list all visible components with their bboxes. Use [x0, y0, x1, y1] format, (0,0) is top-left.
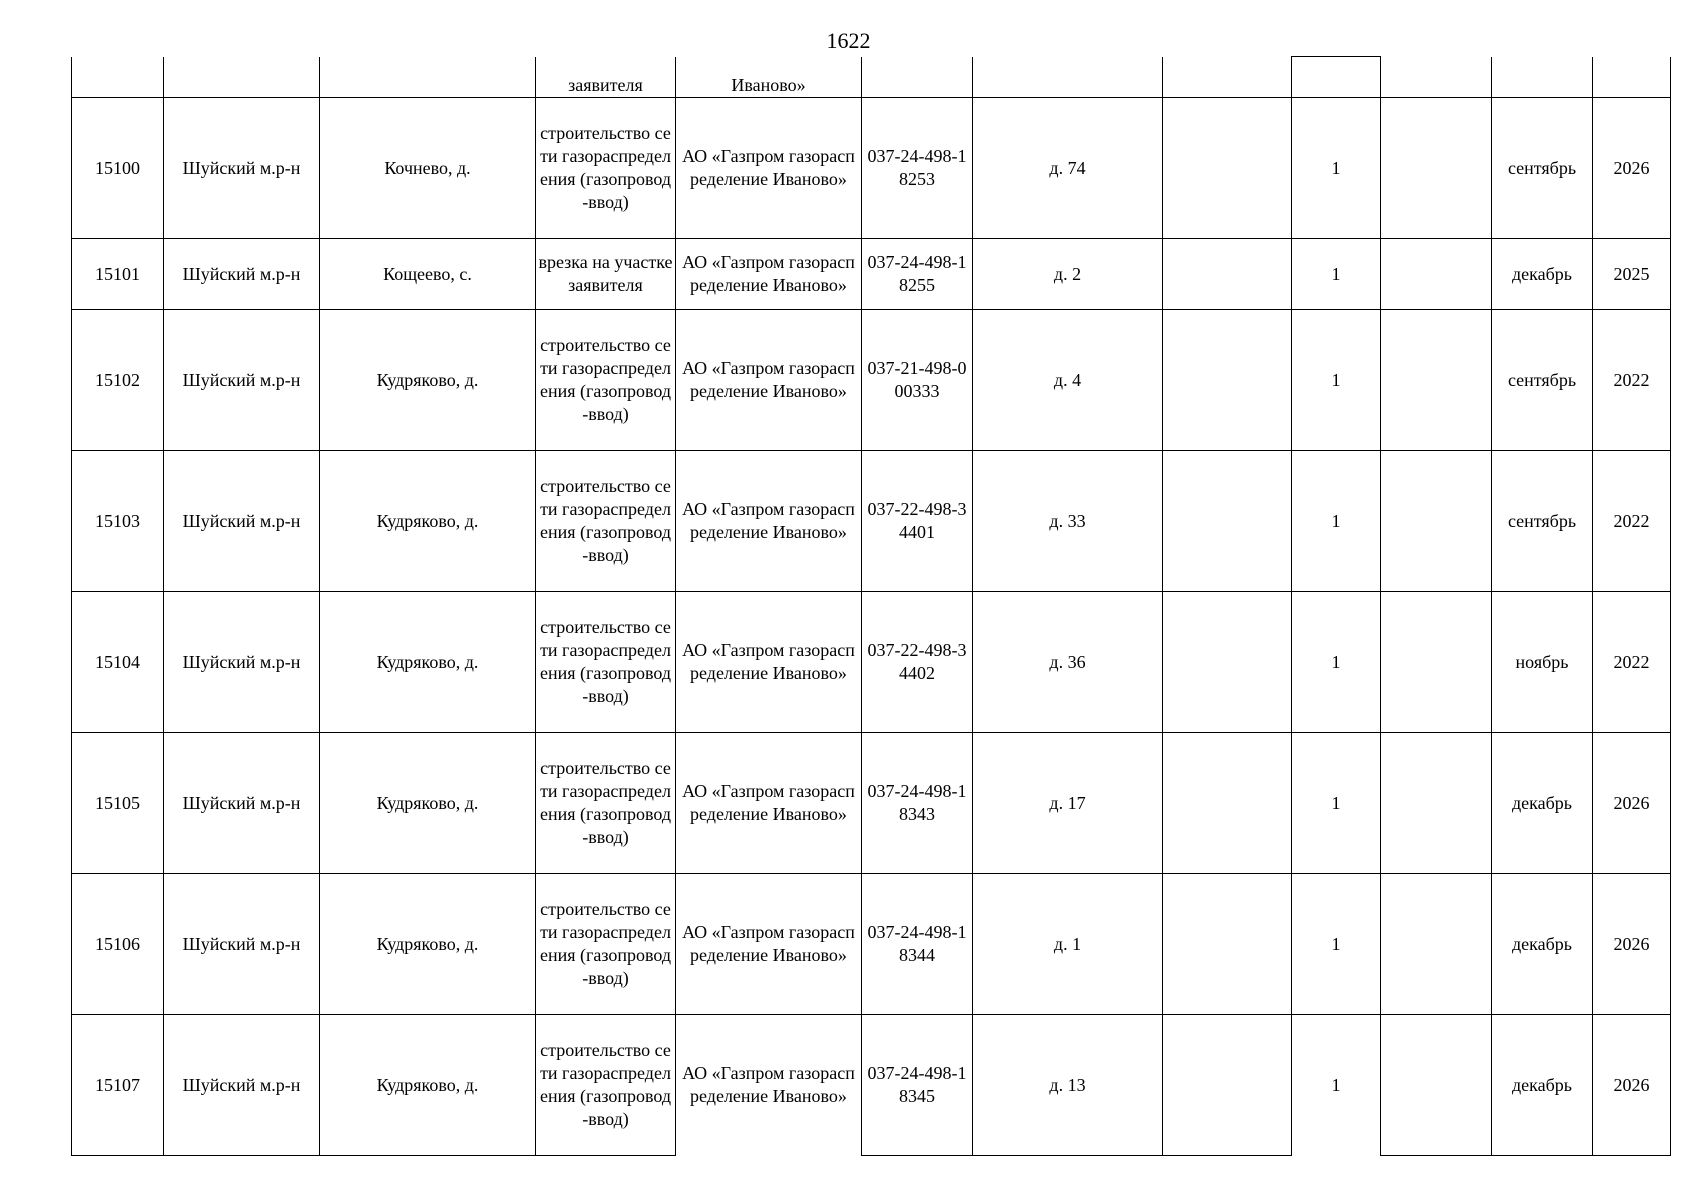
cell-address	[973, 57, 1163, 98]
cell-work-type: строительство сети газораспределения (газопровод-ввод)	[536, 451, 676, 592]
table-row	[72, 592, 1671, 733]
cell-code: 037-24-498-18344	[862, 874, 973, 1015]
cell-empty	[1163, 310, 1292, 451]
cell-empty-2	[1381, 57, 1492, 98]
cell-settlement: Кудряково, д.	[320, 310, 536, 451]
cell-settlement: Кочнево, д.	[320, 98, 536, 239]
cell-district: Шуйский м.р-н	[164, 733, 320, 874]
cell-count: 1	[1292, 310, 1381, 451]
cell-address: д. 74	[973, 98, 1163, 239]
cell-empty-2	[1381, 1015, 1492, 1156]
cell-settlement: Кудряково, д.	[320, 451, 536, 592]
cell-empty	[1163, 733, 1292, 874]
cell-code	[862, 57, 973, 98]
gasification-registry-table	[71, 56, 1671, 1156]
cell-settlement: Кудряково, д.	[320, 733, 536, 874]
page-number: 1622	[826, 28, 871, 53]
table-row	[72, 239, 1671, 310]
cell-num: 15106	[72, 874, 164, 1015]
table-row-continued	[72, 57, 1671, 98]
cell-organization: Иваново»	[676, 57, 862, 98]
cell-year: 2022	[1593, 451, 1671, 592]
cell-month: декабрь	[1492, 239, 1593, 310]
cell-year: 2026	[1593, 98, 1671, 239]
cell-address: д. 36	[973, 592, 1163, 733]
cell-district	[164, 57, 320, 98]
cell-organization: АО «Газпром газораспределение Иваново»	[676, 592, 862, 733]
table-body	[72, 57, 1671, 1156]
cell-empty	[1163, 592, 1292, 733]
cell-code: 037-24-498-18343	[862, 733, 973, 874]
cell-settlement: Кудряково, д.	[320, 592, 536, 733]
cell-settlement: Кудряково, д.	[320, 874, 536, 1015]
cell-count: 1	[1292, 98, 1381, 239]
cell-address: д. 2	[973, 239, 1163, 310]
cell-num: 15100	[72, 98, 164, 239]
cell-district: Шуйский м.р-н	[164, 592, 320, 733]
cell-empty-2	[1381, 592, 1492, 733]
cell-work-type: строительство сети газораспределения (газопровод-ввод)	[536, 98, 676, 239]
cell-year	[1593, 57, 1671, 98]
cell-num: 15104	[72, 592, 164, 733]
cell-organization: АО «Газпром газораспределение Иваново»	[676, 239, 862, 310]
table-row	[72, 874, 1671, 1015]
cell-code: 037-24-498-18255	[862, 239, 973, 310]
cell-district: Шуйский м.р-н	[164, 451, 320, 592]
cell-num: 15102	[72, 310, 164, 451]
cell-work-type: врезка на участке заявителя	[536, 239, 676, 310]
cell-empty	[1163, 98, 1292, 239]
cell-count: 1	[1292, 239, 1381, 310]
cell-month: сентябрь	[1492, 451, 1593, 592]
cell-address: д. 1	[973, 874, 1163, 1015]
cell-district: Шуйский м.р-н	[164, 874, 320, 1015]
cell-empty-2	[1381, 239, 1492, 310]
cell-empty-2	[1381, 98, 1492, 239]
cell-district: Шуйский м.р-н	[164, 310, 320, 451]
cell-num: 15103	[72, 451, 164, 592]
table-row	[72, 310, 1671, 451]
table-row	[72, 451, 1671, 592]
cell-work-type: строительство сети газораспределения (газопровод-ввод)	[536, 733, 676, 874]
cell-address: д. 17	[973, 733, 1163, 874]
cell-district: Шуйский м.р-н	[164, 1015, 320, 1156]
cell-month: сентябрь	[1492, 98, 1593, 239]
table-row	[72, 1015, 1671, 1156]
cell-empty-2	[1381, 451, 1492, 592]
cell-count: 1	[1292, 874, 1381, 1015]
cell-year: 2026	[1593, 874, 1671, 1015]
cell-code: 037-24-498-18345	[862, 1015, 973, 1156]
cell-month	[1492, 57, 1593, 98]
cell-work-type: строительство сети газораспределения (газопровод-ввод)	[536, 874, 676, 1015]
cell-organization: АО «Газпром газораспределение Иваново»	[676, 733, 862, 874]
cell-address: д. 13	[973, 1015, 1163, 1156]
cell-organization: АО «Газпром газораспределение Иваново»	[676, 1015, 862, 1156]
cell-empty	[1163, 451, 1292, 592]
cell-code: 037-24-498-18253	[862, 98, 973, 239]
cell-month: сентябрь	[1492, 310, 1593, 451]
cell-work-type: строительство сети газораспределения (газопровод-ввод)	[536, 310, 676, 451]
cell-count: 1	[1292, 592, 1381, 733]
cell-empty	[1163, 57, 1292, 98]
cell-empty	[1163, 239, 1292, 310]
cell-empty-2	[1381, 310, 1492, 451]
cell-empty-2	[1381, 874, 1492, 1015]
cell-num: 15105	[72, 733, 164, 874]
table-row	[72, 98, 1671, 239]
cell-address: д. 4	[973, 310, 1163, 451]
cell-year: 2022	[1593, 592, 1671, 733]
cell-month: декабрь	[1492, 1015, 1593, 1156]
cell-organization: АО «Газпром газораспределение Иваново»	[676, 310, 862, 451]
table-row	[72, 733, 1671, 874]
cell-year: 2026	[1593, 733, 1671, 874]
cell-work-type: строительство сети газораспределения (газопровод-ввод)	[536, 1015, 676, 1156]
cell-count: 1	[1292, 451, 1381, 592]
cell-year: 2026	[1593, 1015, 1671, 1156]
cell-settlement	[320, 57, 536, 98]
cell-num: 15107	[72, 1015, 164, 1156]
cell-empty	[1163, 874, 1292, 1015]
cell-count: 1	[1292, 1015, 1381, 1156]
cell-district: Шуйский м.р-н	[164, 98, 320, 239]
cell-organization: АО «Газпром газораспределение Иваново»	[676, 451, 862, 592]
cell-settlement: Кощеево, с.	[320, 239, 536, 310]
cell-year: 2022	[1593, 310, 1671, 451]
cell-month: декабрь	[1492, 733, 1593, 874]
cell-work-type: строительство сети газораспределения (газопровод-ввод)	[536, 592, 676, 733]
cell-month: декабрь	[1492, 874, 1593, 1015]
cell-code: 037-21-498-000333	[862, 310, 973, 451]
cell-year: 2025	[1593, 239, 1671, 310]
cell-work-type: заявителя	[536, 57, 676, 98]
cell-settlement: Кудряково, д.	[320, 1015, 536, 1156]
cell-count	[1292, 57, 1381, 98]
cell-code: 037-22-498-34401	[862, 451, 973, 592]
cell-address: д. 33	[973, 451, 1163, 592]
cell-month: ноябрь	[1492, 592, 1593, 733]
cell-empty	[1163, 1015, 1292, 1156]
cell-organization: АО «Газпром газораспределение Иваново»	[676, 874, 862, 1015]
cell-district: Шуйский м.р-н	[164, 239, 320, 310]
cell-code: 037-22-498-34402	[862, 592, 973, 733]
cell-num	[72, 57, 164, 98]
cell-count: 1	[1292, 733, 1381, 874]
cell-num: 15101	[72, 239, 164, 310]
cell-organization: АО «Газпром газораспределение Иваново»	[676, 98, 862, 239]
cell-empty-2	[1381, 733, 1492, 874]
